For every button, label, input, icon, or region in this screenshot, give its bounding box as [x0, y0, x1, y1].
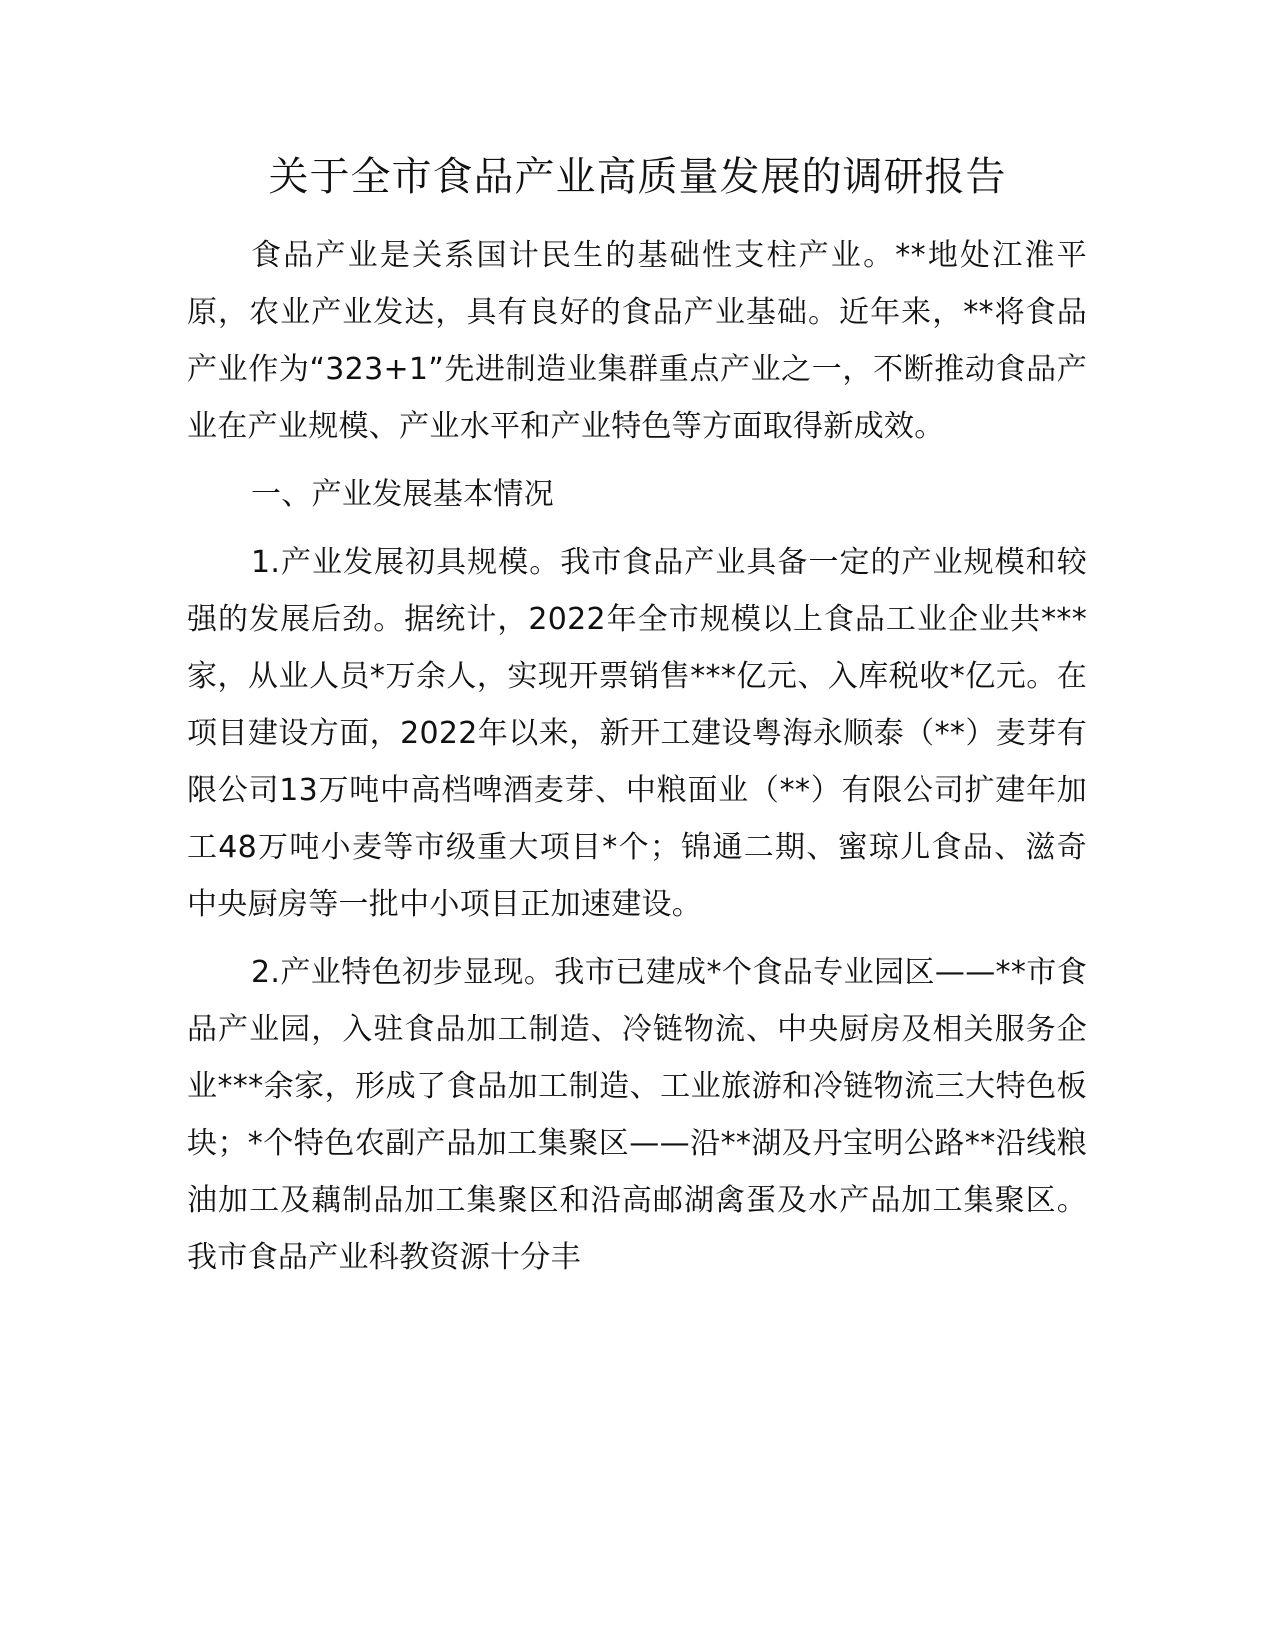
document-title: 关于全市食品产业高质量发展的调研报告: [268, 154, 1007, 200]
section-heading: 一、产业发展基本情况: [251, 477, 554, 512]
document-body: [187, 227, 1087, 1297]
paragraph-features: 2.产业特色初步显现。我市已建成*个食品专业园区——**市食品产业园，入驻食品加工制造、冷链物流、中央厨房及相关服务企业***余家，形成了食品加工制造、工业旅游和冷链物流三大特色板块；*个特色农副产品加工集聚区——沿**湖及丹宝明公路**沿线粮油加工及藕制品加工集聚区和沿高邮湖禽蛋及水产品加工集聚区。我市食品产业科教资源十分丰: [187, 955, 1087, 1275]
intro-paragraph: 食品产业是关系国计民生的基础性支柱产业。**地处江淮平原，农业产业发达，具有良好的食品产业基础。近年来，**将食品产业作为“323+1”先进制造业集群重点产业之一，不断推动食品产业在产业规模、产业水平和产业特色等方面取得新成效。: [187, 238, 1087, 444]
paragraph-scale: 1.产业发展初具规模。我市食品产业具备一定的产业规模和较强的发展后劲。据统计，2022年全市规模以上食品工业企业共***家，从业人员*万余人，实现开票销售***亿元、入库税收*亿元。在项目建设方面，2022年以来，新开工建设粤海永顺泰（**）麦芽有限公司13万吨中高档啤酒麦芽、中粮面业（**）有限公司扩建年加工48万吨小麦等市级重大项目*个；锦通二期、蜜琼儿食品、滋奇中央厨房等一批中小项目正加速建设。: [187, 545, 1087, 922]
